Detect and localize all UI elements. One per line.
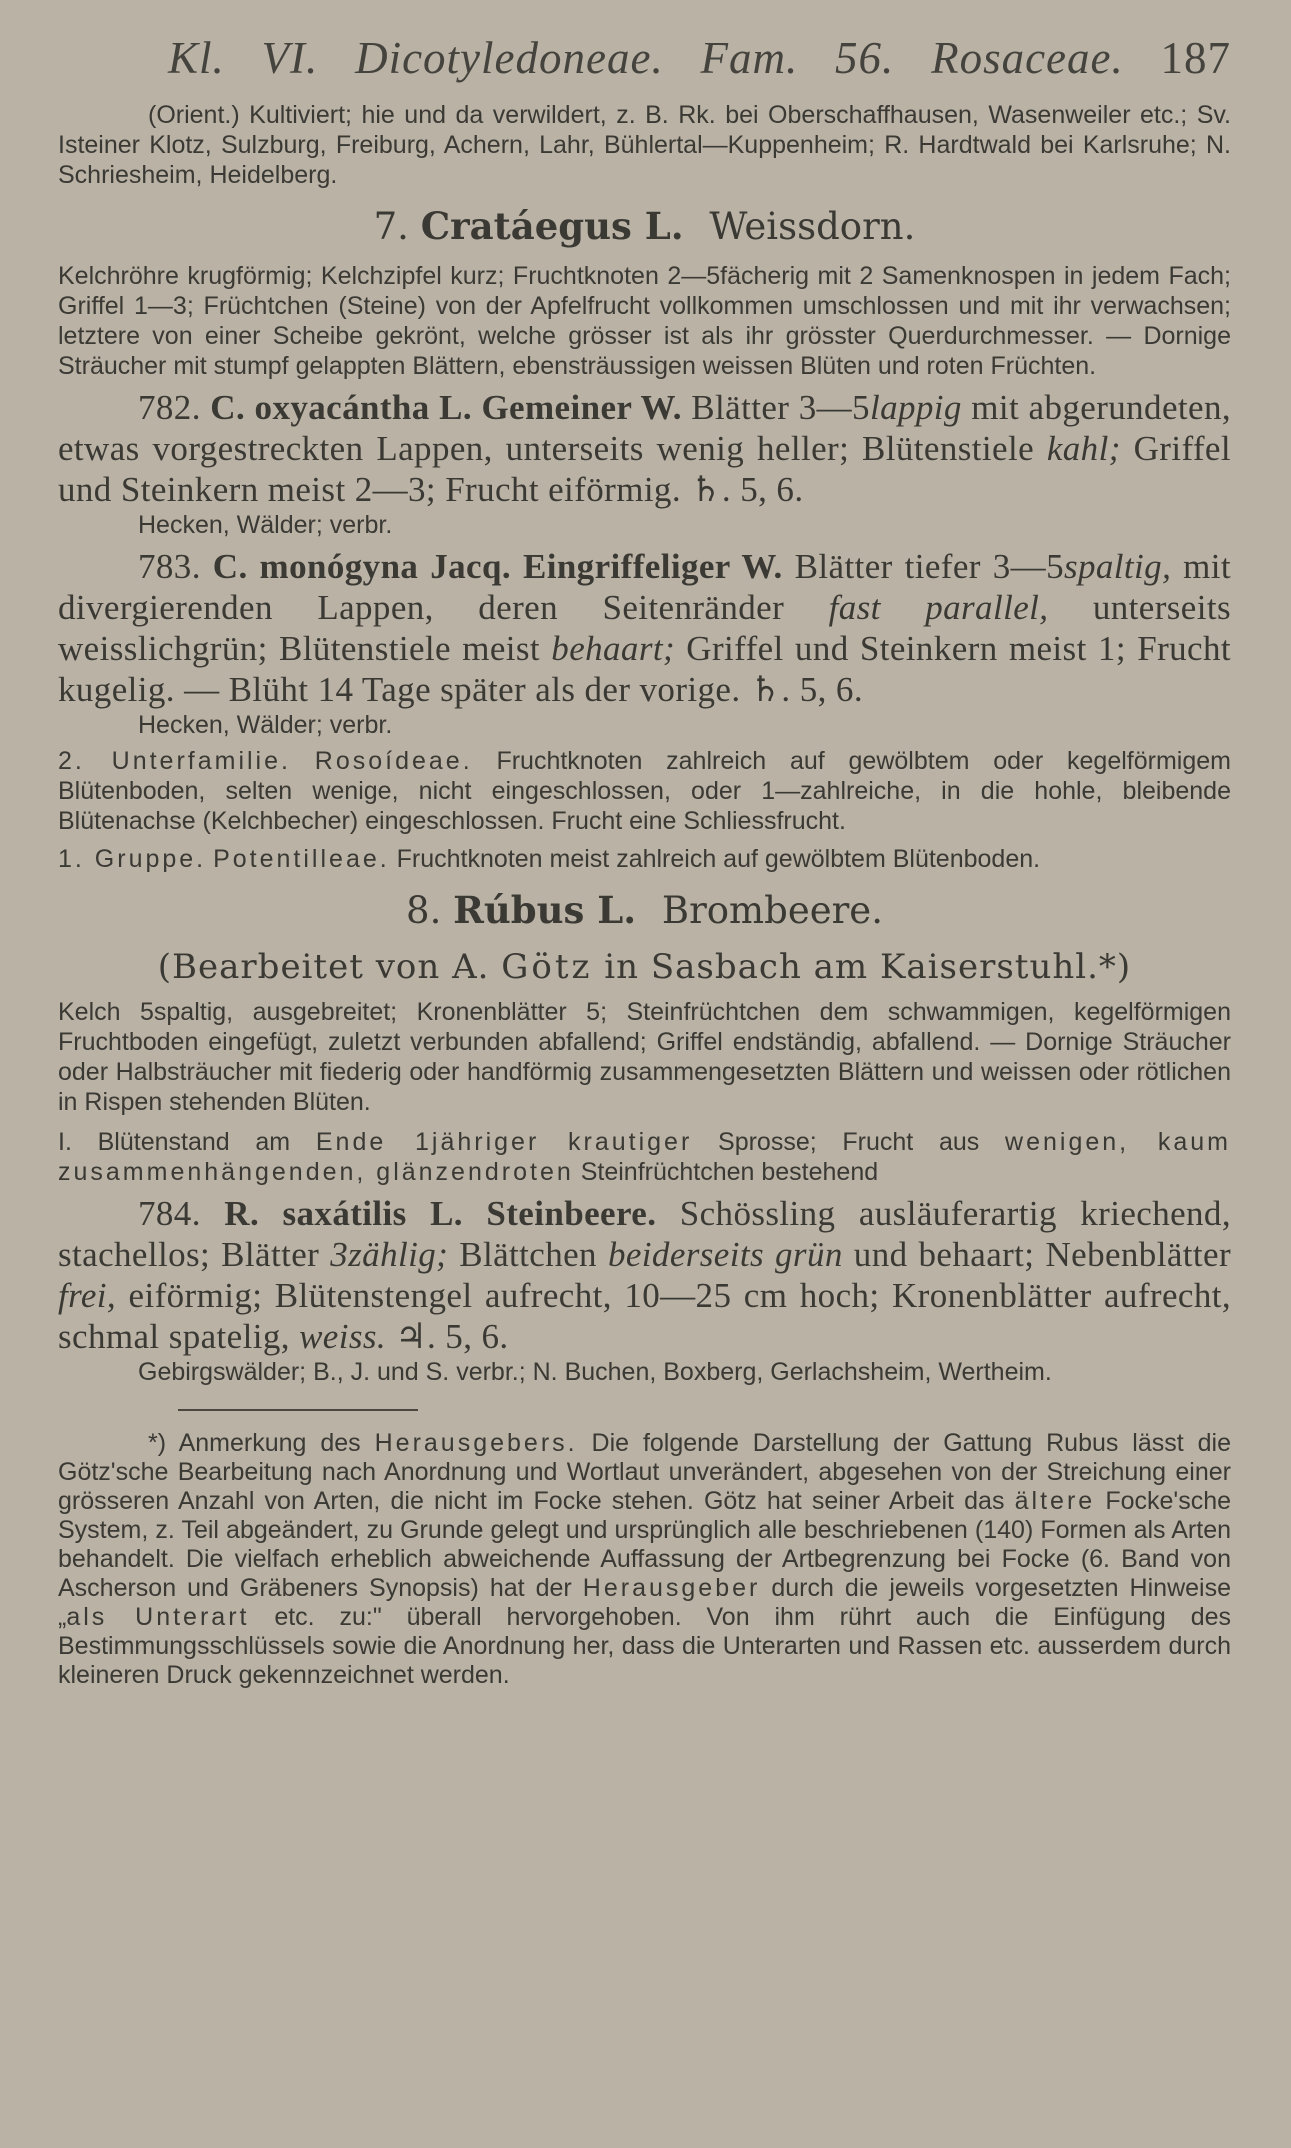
genus-number: 8. xyxy=(406,889,442,932)
species-description: und behaart; Nebenblätter xyxy=(842,1235,1231,1274)
species-german-name: Eingriffeliger W. xyxy=(522,547,783,586)
group-name: Potentilleae. xyxy=(213,845,390,873)
species-emphasis: weiss. xyxy=(299,1317,387,1356)
genus-description: Kelch 5spaltig, ausgebreitet; Kronenblätter 5; Steinfrüchtchen dem schwammigen, kegelförmigen Fruchtboden eingefügt, zuletzt verbunden abfallend; Griffel endständig, abfallend. — Dornige Sträucher oder Halbsträucher mit fiederig oder handförmig zusammengesetzten Blättern und weissen oder rötlichen in Rispen stehenden Blüten. xyxy=(58,998,1231,1116)
editor-name: Götz xyxy=(501,947,593,987)
species-name: C. oxyacántha L. xyxy=(210,388,472,427)
species-german-name: Steinbeere. xyxy=(486,1194,657,1233)
key-lead-1 xyxy=(58,1127,1231,1187)
key-text: Steinfrüchtchen bestehend xyxy=(573,1158,879,1186)
genus-heading-rubus xyxy=(58,884,1231,937)
species-habitat: Hecken, Wälder; verbr. xyxy=(138,711,393,739)
species-name: C. monógyna Jacq. xyxy=(212,547,512,586)
genus-name: Cratáegus L. xyxy=(420,204,684,248)
footnote-spaced-text: als Unterart xyxy=(66,1603,250,1631)
species-description: Griffel und Steinkern meist 1; Frucht kugelig. — Blüht 14 Tage später als der vorige. ♄. 5, 6. xyxy=(58,629,1231,709)
species-emphasis: kahl; xyxy=(1046,429,1121,468)
header-class: Kl. VI. xyxy=(168,33,319,83)
editor-text: in Sasbach am Kaiserstuhl.*) xyxy=(604,947,1132,987)
subfamily-label: 2. Unterfamilie. xyxy=(58,747,291,775)
species-emphasis: frei, xyxy=(58,1276,117,1315)
species-description: Griffel und Steinkern meist 2—3; Frucht eiförmig. ♄. 5, 6. xyxy=(58,429,1231,509)
species-description: Schössling ausläuferartig kriechend, stachellos; Blätter xyxy=(58,1194,1231,1274)
species-emphasis: spaltig, xyxy=(1063,547,1172,586)
group-text: Fruchtknoten meist zahlreich auf gewölbtem Blütenboden. xyxy=(396,845,1041,873)
species-description: Blätter tiefer 3—5 xyxy=(794,547,1064,586)
species-emphasis: lappig xyxy=(869,388,962,427)
running-header xyxy=(168,30,1231,86)
species-emphasis: 3zählig; xyxy=(330,1235,449,1274)
key-spaced-text: Ende 1jähriger krautiger xyxy=(315,1128,693,1156)
footnote-text: *) Anmerkung des xyxy=(148,1429,375,1457)
species-emphasis: beiderseits grün xyxy=(607,1235,843,1274)
species-number: 783. xyxy=(138,547,201,586)
species-description: eiförmig; Blütenstengel aufrecht, 10—25 cm hoch; Kronenblätter aufrecht, schmal spatelig, xyxy=(58,1276,1231,1356)
key-text: Sprosse; Frucht aus xyxy=(692,1128,1006,1156)
intro-paragraph: (Orient.) Kultiviert; hie und da verwildert, z. B. Rk. bei Oberschaffhausen, Wasenweiler etc.; Sv. Isteiner Klotz, Sulzburg, Freiburg, Achern, Lahr, Bühlertal—Kuppenheim; R. Hardtwald bei Karlsruhe; N. Schriesheim, Heidelberg. xyxy=(58,101,1231,189)
key-text: I. Blütenstand am xyxy=(58,1128,316,1156)
species-german-name: Gemeiner W. xyxy=(481,388,682,427)
header-family: Fam. 56. xyxy=(700,33,895,83)
species-text xyxy=(58,387,1231,510)
key-spaced-text: wenigen, kaum zusammenhängenden, glänzendroten xyxy=(58,1128,1231,1186)
genus-heading-crataegus xyxy=(58,200,1231,253)
group-paragraph xyxy=(58,844,1231,874)
subfamily-text: Fruchtknoten zahlreich auf gewölbtem oder kegelförmigem Blütenboden, selten wenige, nicht eingeschlossen, oder 1—zahlreiche, in die hohle, bleibende Blütenachse (Kelchbecher) eingeschlossen. Frucht eine Schliessfrucht. xyxy=(58,747,1231,835)
genus-common-name: Weissdorn. xyxy=(709,205,916,248)
species-description: unterseits weisslichgrün; Blütenstiele meist xyxy=(58,588,1232,668)
header-family-name: Rosaceae. xyxy=(931,33,1124,83)
species-description: mit divergierenden Lappen, deren Seitenränder xyxy=(58,547,1232,627)
footnote-spaced-text: Herausgebers. xyxy=(374,1429,578,1457)
genus-name: Rúbus L. xyxy=(453,888,637,932)
footnote-spaced-text: Herausgeber xyxy=(582,1574,761,1602)
header-class-name: Dicotyledoneae. xyxy=(355,33,664,83)
species-text xyxy=(58,1193,1231,1357)
genus-number: 7. xyxy=(373,205,409,248)
footnote-divider xyxy=(178,1409,418,1411)
species-habitat: Gebirgswälder; B., J. und S. verbr.; N. Buchen, Boxberg, Gerlachsheim, Wertheim. xyxy=(138,1358,1052,1386)
editor-text: (Bearbeitet von A. xyxy=(157,947,490,987)
species-description: ♃. 5, 6. xyxy=(386,1317,509,1356)
species-number: 784. xyxy=(138,1194,201,1233)
footnote-text: durch die jeweils vorgesetzten Hinweise „ xyxy=(58,1574,1231,1631)
species-emphasis: behaart; xyxy=(551,629,676,668)
genus-common-name: Brombeere. xyxy=(661,889,883,932)
footnote-text: etc. zu:" überall hervorgehoben. Von ihm rührt auch die Einfügung des Bestimmungsschlüssels sowie die Anordnung her, dass die Unterarten und Rassen etc. ausserdem durch kleineren Druck gekennzeichnet werden. xyxy=(58,1603,1231,1689)
species-habitat: Hecken, Wälder; verbr. xyxy=(138,511,393,539)
subfamily-name: Rosoídeae. xyxy=(314,747,473,775)
species-description: mit abgerundeten, etwas vorgestreckten Lappen, unterseits wenig heller; Blütenstiele xyxy=(58,388,1232,468)
species-description: Blätter 3—5 xyxy=(691,388,870,427)
species-description: Blättchen xyxy=(448,1235,608,1274)
species-text xyxy=(58,546,1231,710)
footnote-text: Die folgende Darstellung der Gattung Rubus lässt die Götz'sche Bearbeitung nach Anordnung und Wortlaut unverändert, abgesehen von der Streichung einer grösseren Anzahl von Arten, die nicht im Focke stehen. Götz hat seiner Arbeit das xyxy=(58,1429,1231,1515)
footnote-spaced-text: ältere xyxy=(1014,1487,1096,1515)
subfamily-paragraph xyxy=(58,746,1231,836)
species-name: R. saxátilis L. xyxy=(224,1194,463,1233)
group-label: 1. Gruppe. xyxy=(58,845,207,873)
species-783 xyxy=(58,546,1231,740)
species-782 xyxy=(58,387,1231,540)
page-number: 187 xyxy=(1160,33,1232,83)
footnote xyxy=(58,1429,1231,1690)
genus-description: Kelchröhre krugförmig; Kelchzipfel kurz; Fruchtknoten 2—5fächerig mit 2 Samenknospen in jedem Fach; Griffel 1—3; Früchtchen (Steine) von der Apfelfrucht vollkommen umschlossen und mit ihr verwachsen; letztere von einer Scheibe gekrönt, welche grösser ist als ihr grösster Querdurchmesser. — Dornige Sträucher mit stumpf gelappten Blättern, ebensträussigen weissen Blüten und roten Früchten. xyxy=(58,262,1231,380)
footnote-text: Focke'sche System, z. Teil abgeändert, zu Grunde gelegt und ursprünglich alle beschriebenen (140) Formen als Arten behandelt. Die vielfach erheblich abweichende Auffassung der Artbegrenzung bei Focke (6. Band von Ascherson und Gräbeners Synopsis) hat der xyxy=(58,1487,1232,1602)
species-number: 782. xyxy=(138,388,201,427)
species-784 xyxy=(58,1193,1231,1387)
species-emphasis: fast parallel, xyxy=(828,588,1049,627)
editor-note xyxy=(58,945,1231,989)
